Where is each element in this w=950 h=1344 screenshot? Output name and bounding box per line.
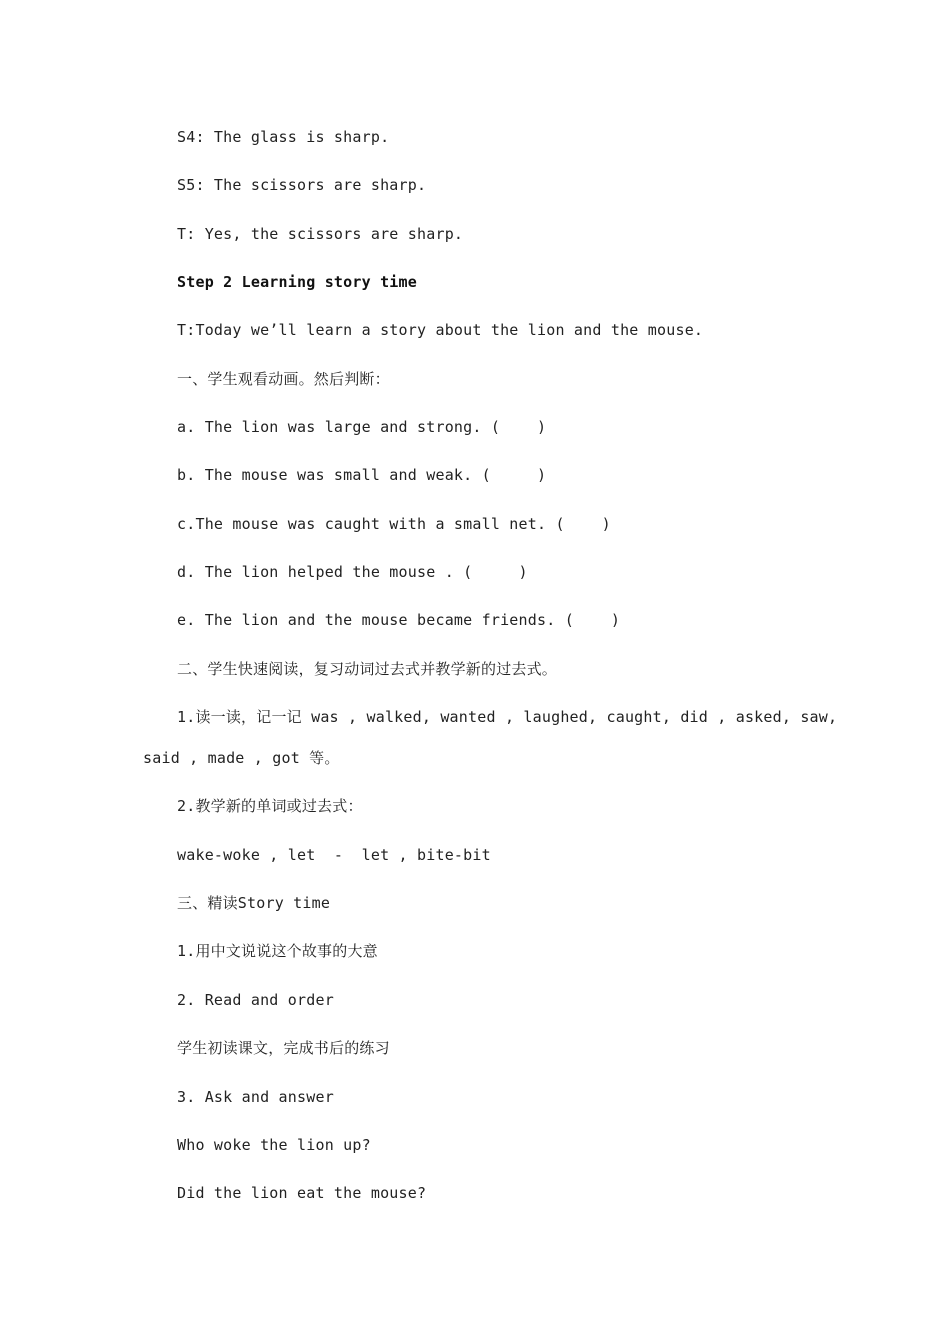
section-heading-fast-read: 二、学生快速阅读，复习动词过去式并教学新的过去式。 <box>177 660 558 678</box>
past-tense-list-line-1: 1.读一读，记一记 was , walked, wanted , laughed, caught, did , asked, saw, <box>177 708 838 726</box>
task-item-2-description: 学生初读课文，完成书后的练习 <box>177 1039 390 1057</box>
section-heading-watch: 一、学生观看动画。然后判断： <box>177 370 390 388</box>
question-did: Did the lion eat the mouse? <box>177 1184 427 1202</box>
judgement-item-b: b. The mouse was small and weak. ( ) <box>177 466 547 484</box>
section-heading-intensive-read: 三、精读Story time <box>177 894 331 912</box>
dialogue-line-s5: S5: The scissors are sharp. <box>177 176 427 194</box>
new-words-list: wake-woke , let - let , bite-bit <box>177 846 491 864</box>
task-item-1: 1.用中文说说这个故事的大意 <box>177 942 378 960</box>
task-item-2: 2. Read and order <box>177 991 334 1009</box>
judgement-item-e: e. The lion and the mouse became friends. ( ) <box>177 611 621 629</box>
judgement-item-a: a. The lion was large and strong. ( ) <box>177 418 547 436</box>
dialogue-line-s4: S4: The glass is sharp. <box>177 128 390 146</box>
teacher-intro-line: T:Today we’ll learn a story about the lion and the mouse. <box>177 321 704 339</box>
judgement-item-c: c.The mouse was caught with a small net. ( ) <box>177 515 611 533</box>
dialogue-line-teacher-yes: T: Yes, the scissors are sharp. <box>177 225 464 243</box>
step-heading: Step 2 Learning story time <box>177 273 417 291</box>
judgement-item-d: d. The lion helped the mouse . ( ) <box>177 563 528 581</box>
teach-new-words-heading: 2.教学新的单词或过去式： <box>177 797 363 815</box>
past-tense-list-line-2: said , made , got 等。 <box>143 749 340 767</box>
task-item-3: 3. Ask and answer <box>177 1088 334 1106</box>
question-who: Who woke the lion up? <box>177 1136 371 1154</box>
